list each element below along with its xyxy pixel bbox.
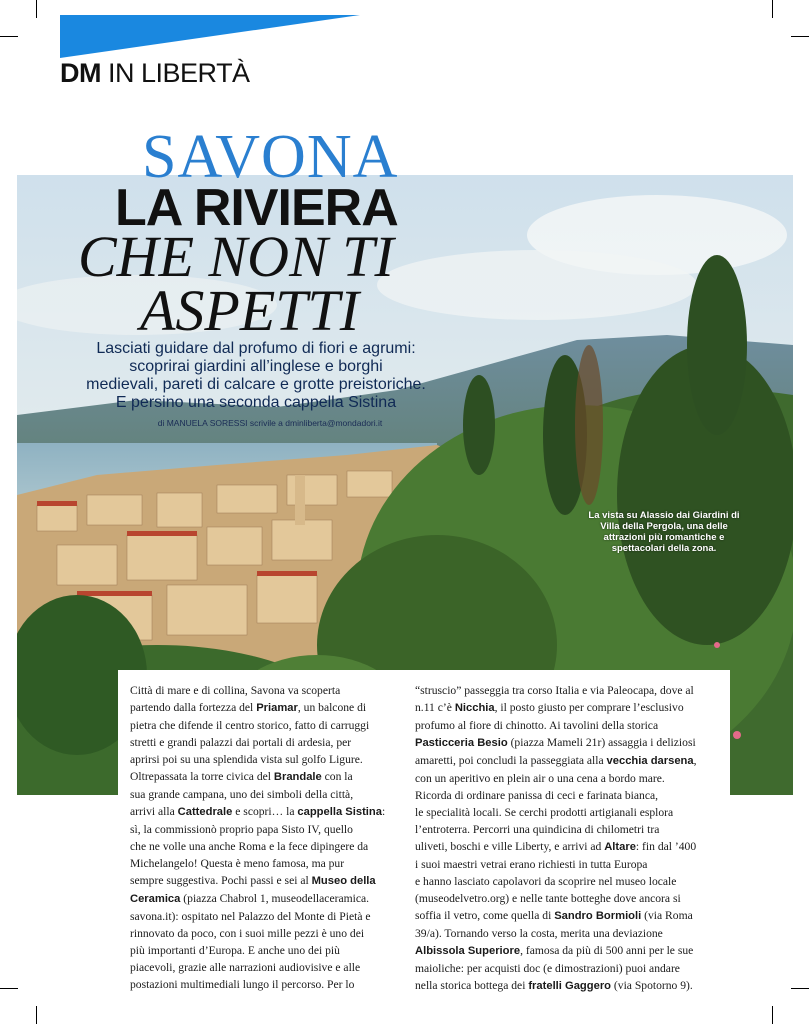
highlight-term: Cattedrale	[177, 806, 233, 818]
body-text: con un aperitivo en plein air o una cena a bordo mare.	[415, 772, 665, 785]
body-line	[415, 856, 715, 873]
crop-mark	[791, 36, 809, 37]
highlight-term: fratelli Gaggero	[528, 980, 612, 992]
body-line	[415, 699, 715, 717]
highlight-term: cappella Sistina	[297, 806, 382, 818]
section-brand: DM	[60, 58, 101, 88]
body-line	[415, 942, 715, 960]
body-text: n.11 c’è	[415, 701, 455, 714]
body-text: uliveti, boschi e ville Liberty, e arrivi ad	[415, 840, 605, 853]
body-line	[130, 751, 388, 768]
body-line	[415, 977, 715, 995]
body-line	[415, 682, 715, 699]
body-text: che ne volle una anche Roma e la fece dipingere da	[130, 840, 369, 853]
deck-text	[30, 340, 482, 412]
body-text: 39/a). Tornando verso la costa, merita una deviazione	[415, 927, 663, 940]
body-text: (piazza Chabrol 1, museodellaceramica.	[180, 892, 370, 905]
crop-mark	[791, 988, 809, 989]
body-line	[130, 682, 388, 699]
body-text: Oltrepassata la torre civica del	[130, 770, 274, 783]
body-text: sì, la commissionò proprio papa Sisto IV, quello	[130, 823, 353, 836]
body-line	[130, 890, 388, 908]
byline: di MANUELA SORESSI scrivile a dminliberta@mondadori.it	[157, 418, 383, 428]
body-text: e scopri… la	[232, 805, 298, 818]
body-text: pietra che difende il centro storico, fatto di carruggi	[130, 719, 370, 732]
highlight-term: Museo della	[311, 875, 376, 887]
body-text: le specialità locali. Se cerchi prodotti artigianali esplora	[415, 806, 674, 819]
body-text: piacevoli, grazie alle narrazioni audiovisive e alle	[130, 961, 361, 974]
body-line	[415, 838, 715, 856]
body-text: (via Spotorno 9).	[611, 979, 693, 992]
deck-line: scoprirai giardini all’inglese e borghi	[129, 358, 383, 375]
body-text: aprirsi poi su una splendida vista sul golfo Ligure.	[130, 753, 363, 766]
section-name: IN LIBERTÀ	[108, 58, 250, 88]
body-line	[415, 821, 715, 838]
body-line	[415, 960, 715, 977]
body-line	[415, 717, 715, 734]
highlight-term: Nicchia	[454, 702, 495, 714]
body-text: Michelangelo! Questa è meno famosa, ma pur	[130, 857, 345, 870]
body-text: Ricorda di ordinare panissa di ceci e farinata bianca,	[415, 789, 659, 802]
highlight-term: Pasticceria Besio	[415, 737, 508, 749]
body-text: “struscio” passeggia tra corso Italia e via Paleocapa, dove al	[415, 684, 694, 697]
body-text: Città di mare e di collina, Savona va scoperta	[130, 684, 341, 697]
article-column-2	[415, 682, 715, 995]
headline-kicker: SAVONA	[142, 123, 399, 191]
body-text: ,	[693, 754, 697, 767]
highlight-term: Brandale	[273, 771, 322, 783]
body-line	[130, 942, 388, 959]
body-line	[130, 821, 388, 838]
body-text: , famosa da più di 500 anni per le sue	[520, 944, 694, 957]
body-line	[130, 855, 388, 872]
body-text: arrivi alla	[130, 805, 178, 818]
body-text: profumo al fiore di chinotto. Ai tavolini della storica	[415, 719, 659, 732]
deck-line: Lasciati guidare dal profumo di fiori e agrumi:	[96, 340, 416, 357]
body-line	[130, 925, 388, 942]
crop-mark	[36, 0, 37, 18]
photo-caption: La vista su Alassio dai Giardini di Villa della Pergola, una delle attrazioni più romantiche e spettacolari della zona.	[588, 510, 740, 554]
body-text: maioliche: per acquisti doc (e dimostrazioni) puoi andare	[415, 962, 680, 975]
crop-mark	[772, 1006, 773, 1024]
body-text: :	[381, 805, 386, 818]
body-text: sempre suggestiva. Pochi passi e sei al	[130, 874, 312, 887]
article-column-1	[130, 682, 388, 993]
body-line	[415, 770, 715, 787]
body-text: : fin dal ’400	[635, 840, 697, 853]
body-line	[415, 907, 715, 925]
body-line	[415, 925, 715, 942]
body-text: amaretti, poi concludi la passeggiata alla	[415, 754, 607, 767]
article-body	[118, 670, 730, 992]
highlight-term: Priamar	[256, 702, 298, 714]
body-text: stretti e grandi palazzi dai portali di ardesia, per	[130, 736, 352, 749]
body-text: partendo dalla fortezza del	[130, 701, 257, 714]
body-text: soffia il vetro, come quella di	[415, 909, 555, 922]
body-text: (museodelvetro.org) e nelle tante botteghe dove ancora si	[415, 892, 681, 905]
body-line	[130, 717, 388, 734]
body-line	[130, 786, 388, 803]
body-line	[415, 890, 715, 907]
highlight-term: Ceramica	[130, 893, 181, 905]
body-line	[130, 699, 388, 717]
body-text: con la	[321, 770, 353, 783]
highlight-term: Altare	[604, 841, 636, 853]
body-text: , il posto giusto per comprare l’esclusivo	[494, 701, 684, 714]
crop-mark	[0, 988, 18, 989]
section-label	[60, 58, 250, 88]
crop-mark	[772, 0, 773, 18]
highlight-term: Albissola Superiore	[415, 945, 521, 957]
body-line	[130, 768, 388, 786]
body-line	[130, 908, 388, 925]
body-text: e hanno lasciato capolavori da scoprire nel museo locale	[415, 875, 677, 888]
body-text: postazioni multimediali lungo il percorso. Per lo	[130, 978, 355, 991]
body-line	[130, 734, 388, 751]
body-text: l’entroterra. Percorri una quindicina di chilometri tra	[415, 823, 660, 836]
body-line	[130, 803, 388, 821]
crop-mark	[0, 36, 18, 37]
highlight-term: vecchia darsena	[606, 755, 694, 767]
body-line	[415, 804, 715, 821]
body-text: più importanti d’Europa. E anche uno dei più	[130, 944, 340, 957]
deck-line: E persino una seconda cappella Sistina	[115, 394, 397, 411]
headline-line-3: ASPETTI	[140, 278, 360, 343]
body-line	[415, 787, 715, 804]
body-text: rinnovato da poco, con i suoi mille pezzi è uno dei	[130, 927, 365, 940]
body-text: , un balcone di	[297, 701, 367, 714]
highlight-term: Sandro Bormioli	[554, 910, 642, 922]
headline-line-2: CHE NON TI	[78, 224, 394, 289]
headline-line-1: LA RIVIERA	[115, 179, 398, 237]
body-text: sua grande campana, uno dei simboli della città,	[130, 788, 354, 801]
body-text: (via Roma	[641, 909, 693, 922]
deck-line: medievali, pareti di calcare e grotte preistoriche.	[86, 376, 426, 393]
body-line	[130, 976, 388, 993]
body-line	[130, 959, 388, 976]
body-line	[415, 734, 715, 752]
body-line	[415, 752, 715, 770]
crop-mark	[36, 1006, 37, 1024]
body-text: savona.it): ospitato nel Palazzo del Monte di Pietà e	[130, 910, 371, 923]
body-text: nella storica bottega dei	[415, 979, 529, 992]
section-banner	[60, 15, 360, 58]
body-line	[415, 873, 715, 890]
body-line	[130, 872, 388, 890]
body-text: (piazza Mameli 21r) assaggia i deliziosi	[507, 736, 696, 749]
body-line	[130, 838, 388, 855]
body-text: i suoi maestri vetrai erano richiesti in tutta Europa	[415, 858, 648, 871]
